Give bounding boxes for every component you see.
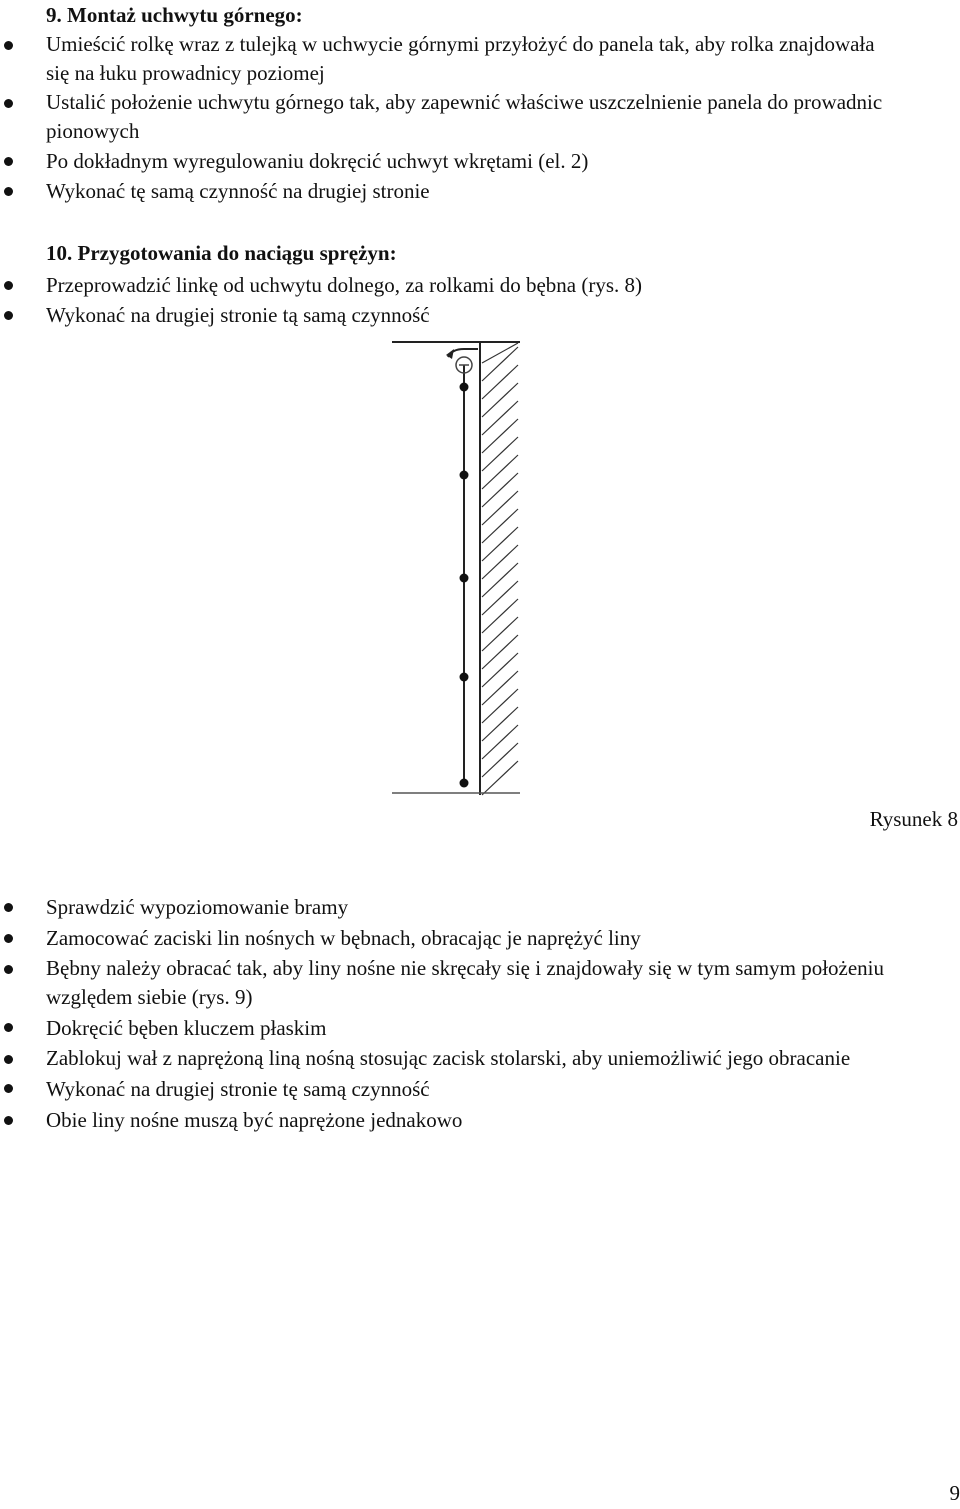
page-number: 9: [949, 1481, 960, 1505]
section-10-list: [0, 270, 906, 330]
section-10-heading: 10. Przygotowania do naciągu sprężyn:: [46, 241, 397, 265]
hatch-line: [482, 689, 518, 723]
hatch-line: [482, 491, 518, 525]
bullet-icon: [4, 1116, 13, 1125]
roller-dot: [460, 471, 469, 480]
roller-dot: [460, 779, 469, 788]
list-item-text: Wykonać na drugiej stronie tą samą czynność: [46, 303, 430, 327]
bullet-icon: [4, 311, 13, 320]
list-item: [0, 270, 906, 300]
hatch-line: [482, 761, 518, 795]
figure-caption: Rysunek 8: [869, 807, 958, 831]
hatch-line: [482, 401, 518, 435]
list-item: [0, 1105, 906, 1136]
bullet-icon: [4, 99, 13, 108]
list-item: [0, 1044, 906, 1073]
list-item-text: Bębny należy obracać tak, aby liny nośne nie skręcały się i znajdowały się w tym samym położeniu względem siebie (rys. 9): [46, 956, 885, 1009]
list-item: [0, 1073, 906, 1105]
hatch-line: [482, 455, 518, 489]
list-item: [0, 923, 906, 954]
bullet-icon: [4, 1023, 13, 1032]
bullet-icon: [4, 187, 13, 196]
bullet-icon: [4, 41, 13, 50]
hatch-line: [482, 653, 518, 687]
section-9-heading: 9. Montaż uchwytu górnego:: [46, 3, 303, 27]
hatch-line: [482, 581, 518, 615]
figure-8-drawing: [380, 335, 530, 800]
hatch-line: [482, 365, 518, 399]
hatch-line: [482, 343, 518, 363]
bullet-icon: [4, 903, 13, 912]
hatch-line: [482, 743, 518, 777]
bullet-icon: [4, 157, 13, 166]
hatch-pattern: [482, 343, 518, 795]
hatch-line: [482, 725, 518, 759]
bullet-icon: [4, 934, 13, 943]
bullet-icon: [4, 281, 13, 290]
hatch-line: [482, 437, 518, 471]
list-item: [0, 88, 906, 146]
list-item-text: Przeprowadzić linkę od uchwytu dolnego, za rolkami do bębna (rys. 8): [46, 273, 642, 297]
hatch-line: [482, 707, 518, 741]
bullet-icon: [4, 965, 13, 974]
hatch-line: [482, 545, 518, 579]
bullet-icon: [4, 1084, 13, 1093]
hatch-line: [482, 599, 518, 633]
hatch-line: [482, 509, 518, 543]
hatch-line: [482, 383, 518, 417]
hatch-line: [482, 671, 518, 705]
list-item-text: Zablokuj wał z naprężoną liną nośną stosując zacisk stolarski, aby uniemożliwić jego obracanie: [46, 1046, 851, 1070]
list-item: [0, 300, 906, 330]
list-item-text: Dokręcić bęben kluczem płaskim: [46, 1016, 327, 1040]
roller-dot: [460, 673, 469, 682]
list-item-text: Umieścić rolkę wraz z tulejką w uchwycie górnymi przyłożyć do panela tak, aby rolka znajdowała się na łuku prowadnicy poziomej: [46, 32, 875, 85]
hatch-line: [482, 563, 518, 597]
list-item-text: Sprawdzić wypoziomowanie bramy: [46, 895, 349, 919]
list-item-text: Ustalić położenie uchwytu górnego tak, aby zapewnić właściwe uszczelnienie panela do prowadnic pionowych: [46, 90, 883, 143]
list-item: [0, 176, 906, 206]
roller-dot: [460, 574, 469, 583]
list-item: [0, 30, 906, 88]
list-item-text: Po dokładnym wyregulowaniu dokręcić uchwyt wkrętami (el. 2): [46, 149, 589, 173]
arrow-icon: [446, 349, 454, 359]
section-9-list: [0, 30, 906, 206]
hatch-line: [482, 527, 518, 561]
list-item-text: Wykonać tę samą czynność na drugiej stronie: [46, 179, 430, 203]
hatch-line: [482, 617, 518, 651]
section-after-list: [0, 892, 906, 1136]
hatch-line: [482, 419, 518, 453]
list-item: [0, 146, 906, 176]
list-item: [0, 954, 906, 1012]
list-item-text: Wykonać na drugiej stronie tę samą czynność: [46, 1077, 430, 1101]
hatch-line: [482, 347, 518, 381]
list-item: [0, 892, 906, 923]
list-item: [0, 1012, 906, 1044]
hatch-line: [482, 473, 518, 507]
bullet-icon: [4, 1055, 13, 1064]
list-item-text: Zamocować zaciski lin nośnych w bębnach, obracając je naprężyć liny: [46, 926, 641, 950]
list-item-text: Obie liny nośne muszą być naprężone jednakowo: [46, 1108, 463, 1132]
roller-dot: [460, 383, 469, 392]
hatch-line: [482, 635, 518, 669]
